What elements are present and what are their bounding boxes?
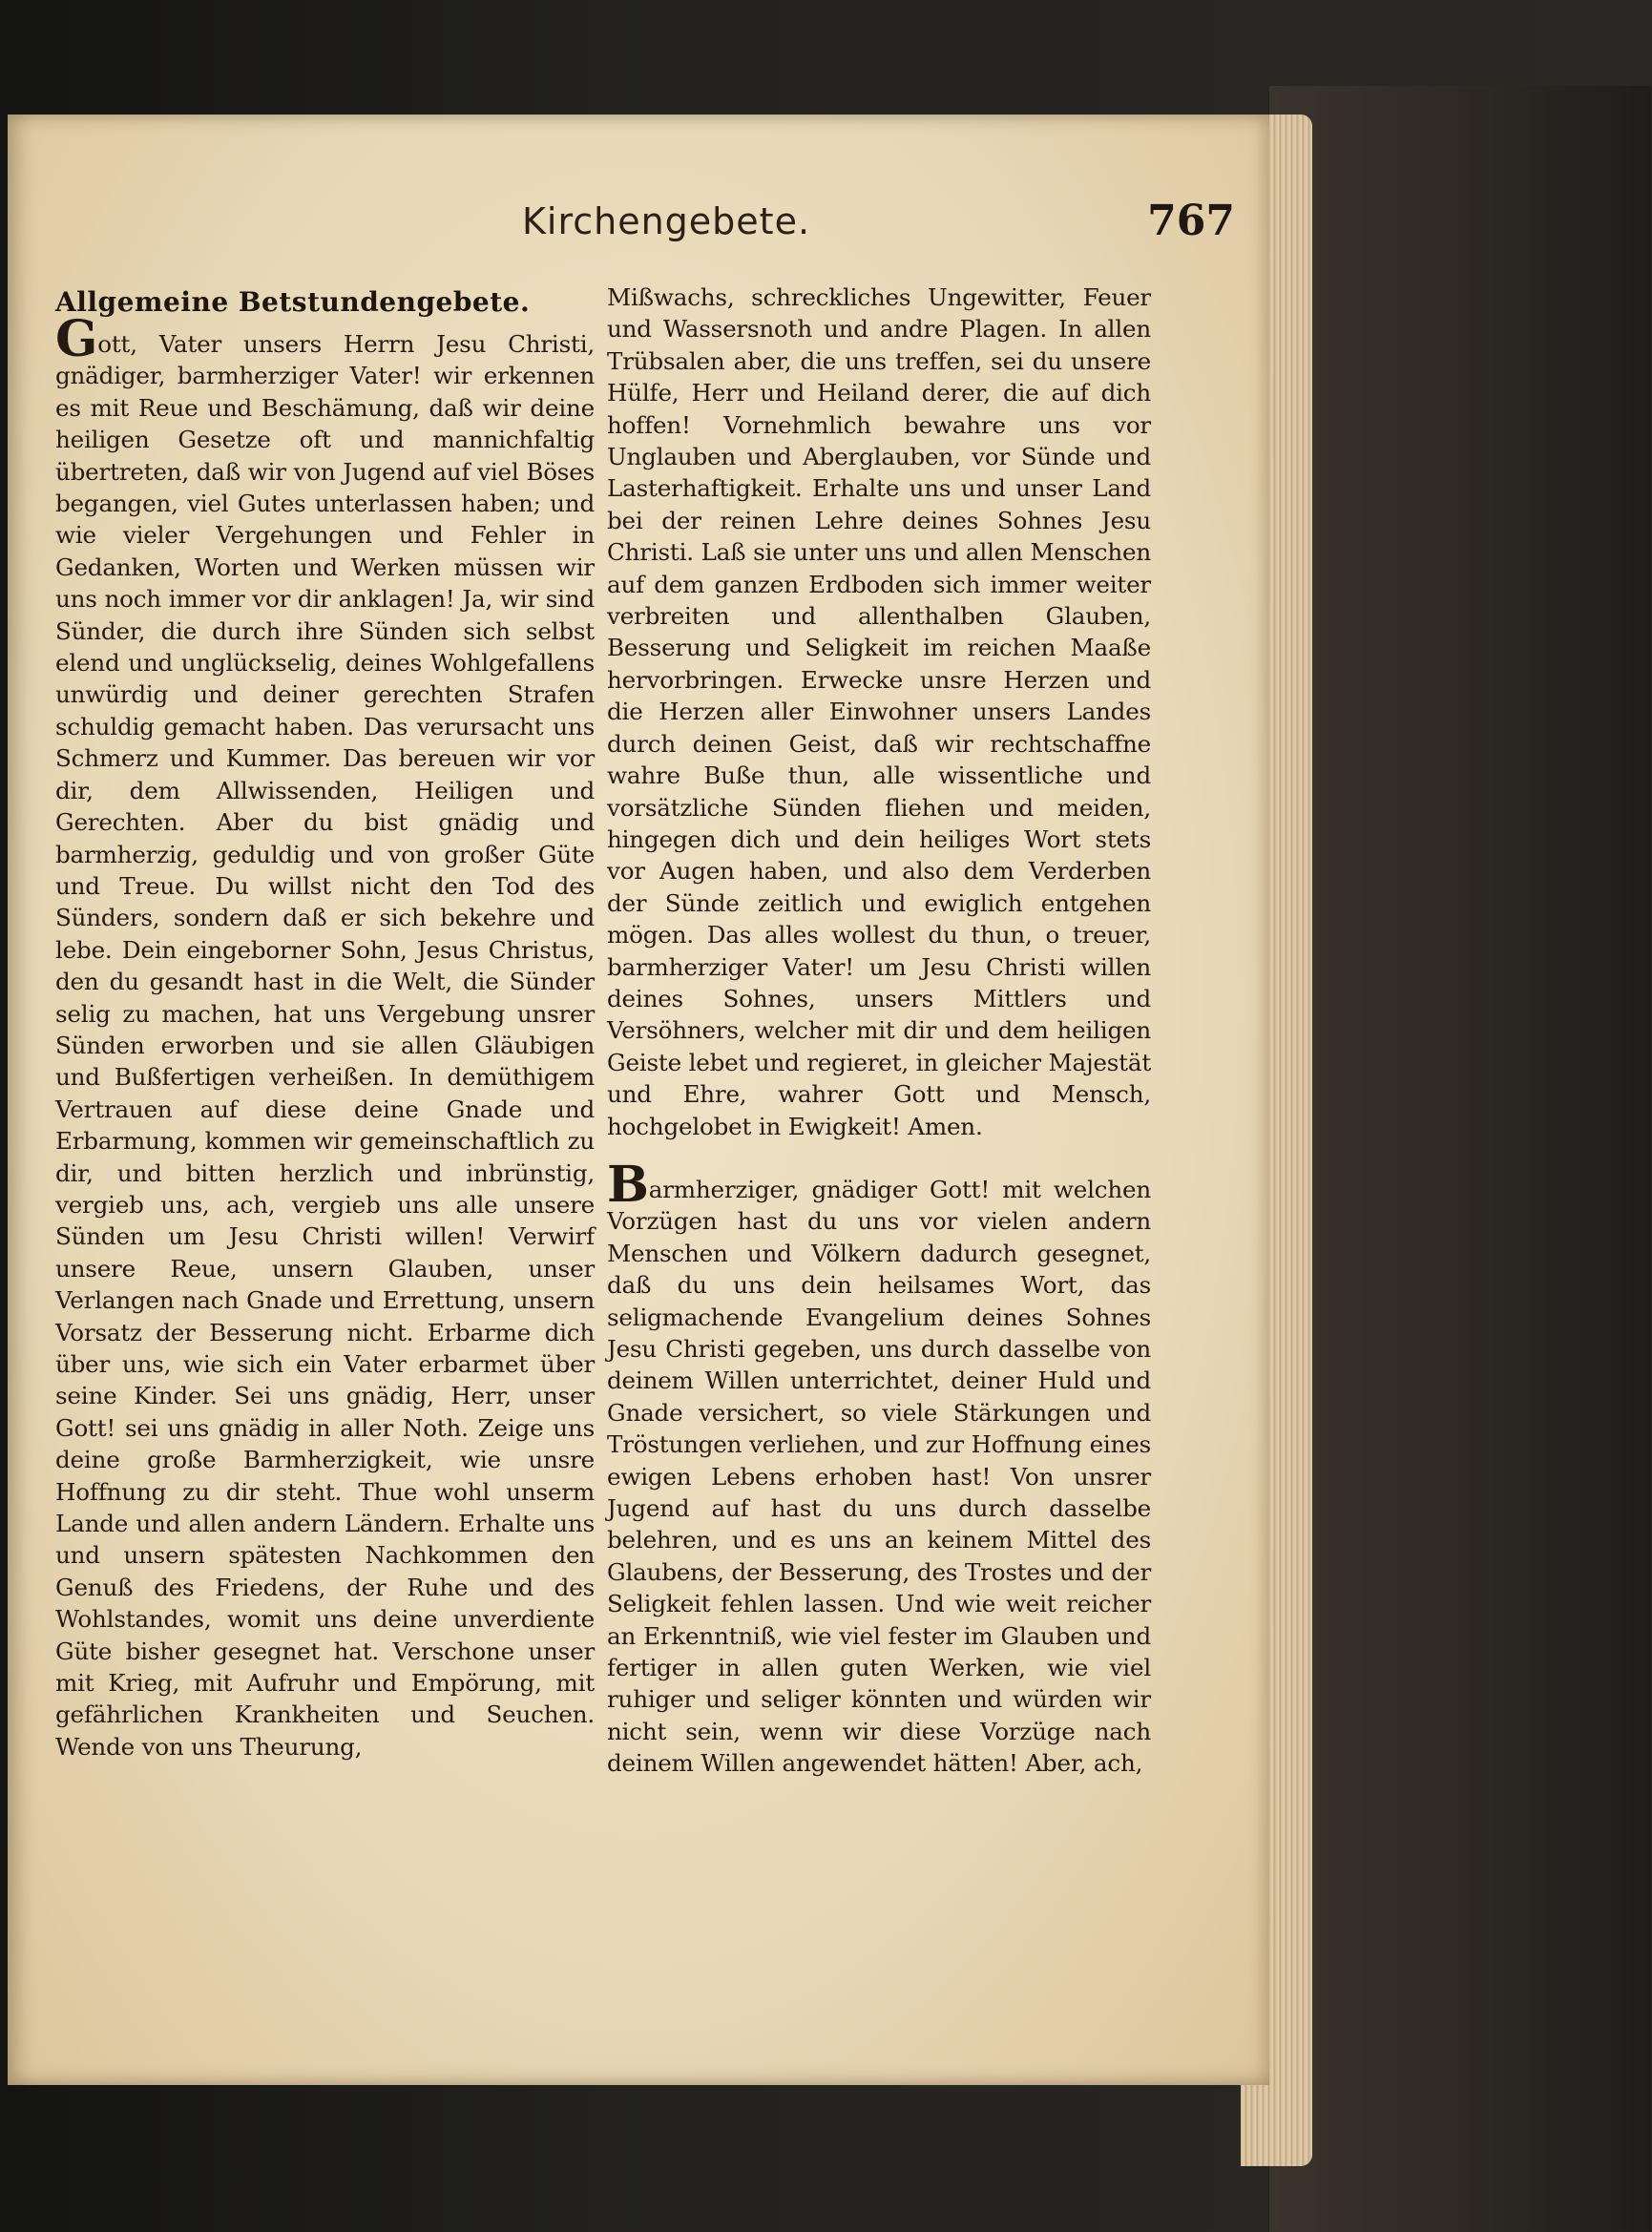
book-cover [1269,86,1651,2232]
page-header [485,197,1248,267]
initial-letter: G [55,310,98,368]
prayer-paragraph-continued [607,282,1151,1142]
right-column [607,282,1151,1780]
initial-letter: B [607,1155,649,1214]
section-heading: Allgemeine Betstundengebete. [55,286,531,318]
page-number: 767 [1147,197,1235,245]
prayer-paragraph-1 [55,310,595,1763]
book-page [8,115,1269,2085]
running-head: Kirchengebete. [521,200,811,242]
prayer-paragraph-2 [607,1155,1151,1780]
paragraph-text: armherziger, gnädiger Gott! mit welchen Vorzügen hast du uns vor vielen andern Menschen und Völkern dadurch gesegnet, daß du uns dein heilsames Wort, das seligmachende Evangelium deines Sohnes Jesu Christi gegeben, uns durch dasselbe von deinem Willen unterrichtet, deiner Huld und Gnade versichert, so viele Stärkungen und Tröstungen verliehen, und zur Hoffnung eines ewigen Lebens erhoben hast! Von unsrer Jugend auf hast du uns durch dasselbe belehren, und es uns an keinem Mittel des Glaubens, der Besserung, des Trostes und der Seligkeit fehlen lassen. Und wie weit reicher an Erkenntniß, wie viel fester im Glauben und fertiger in allen guten Werken, wie viel ruhiger und seliger könnten und würden wir nicht sein, wenn wir diese Vorzüge nach deinem Willen angewendet hätten! Aber, ach, [607,1175,1151,1778]
paragraph-text: Mißwachs, schreckliches Ungewitter, Feuer und Wassersnoth und andre Plagen. In allen Trübsalen aber, die uns treffen, sei du unsere Hülfe, Herr und Heiland derer, die auf dich hoffen! Vornehmlich bewahre uns vor Unglauben und Aberglauben, vor Sünde und Lasterhaftigkeit. Erhalte uns und unser Land bei der reinen Lehre deines Sohnes Jesu Christi. Laß sie unter uns und allen Menschen auf dem ganzen Erdboden sich immer weiter verbreiten und allenthalben Glauben, Besserung und Seligkeit im reichen Maaße hervorbringen. Erwecke unsre Herzen und die Herzen aller Einwohner unsers Landes durch deinen Geist, daß wir rechtschaffne wahre Buße thun, alle wissentliche und vorsätzliche Sünden fliehen und meiden, hingegen dich und dein heiliges Wort stets vor Augen haben, und also dem Verderben der Sünde zeitlich und ewiglich entgehen mögen. Das alles wollest du thun, o treuer, barmherziger Vater! um Jesu Christi willen deines Sohnes, unsers Mittlers und Versöhners, welcher mit dir und dem heiligen Geiste lebet und regieret, in gleicher Majestät und Ehre, wahrer Gott und Mensch, hochgelobet in Ewigkeit! Amen. [607,283,1151,1140]
left-column [55,282,595,1763]
paragraph-text: ott, Vater unsers Herrn Jesu Christi, gnädiger, barmherziger Vater! wir erkennen es mit Reue und Beschämung, daß wir deine heiligen Gesetze oft und mannichfaltig übertreten, daß wir von Jugend auf viel Böses begangen, viel Gutes unterlassen haben; und wie vieler Vergehungen und Fehler in Gedanken, Worten und Werken müssen wir uns noch immer vor dir anklagen! Ja, wir sind Sünder, die durch ihre Sünden sich selbst elend und unglückselig, deines Wohlgefallens unwürdig und deiner gerechten Strafen schuldig gemacht haben. Das verursacht uns Schmerz und Kummer. Das bereuen wir vor dir, dem Allwissenden, Heiligen und Gerechten. Aber du bist gnädig und barmherzig, geduldig und von großer Güte und Treue. Du willst nicht den Tod des Sünders, sondern daß er sich bekehre und lebe. Dein eingeborner Sohn, Jesus Christus, den du gesandt hast in die Welt, die Sünder selig zu machen, hat uns Vergebung unsrer Sünden erworben und sie allen Gläubigen und Bußfertigen verheißen. In demüthigem Vertrauen auf diese deine Gnade und Erbarmung, kommen wir gemeinschaftlich zu dir, und bitten herzlich und inbrünstig, vergieb uns, ach, vergieb uns alle unsere Sünden um Jesu Christi willen! Verwirf unsere Reue, unsern Glauben, unser Verlangen nach Gnade und Errettung, unsern Vorsatz der Besserung nicht. Erbarme dich über uns, wie sich ein Vater erbarmet über seine Kinder. Sei uns gnädig, Herr, unser Gott! sei uns gnädig in aller Noth. Zeige uns deine große Barmherzigkeit, wie unsre Hoffnung zu dir steht. Thue wohl unserm Lande und allen andern Ländern. Erhalte uns und unsern spätesten Nachkommen den Genuß des Friedens, der Ruhe und des Wohlstandes, womit uns deine unverdiente Güte bisher gesegnet hat. Verschone unser mit Krieg, mit Aufruhr und Empörung, mit gefährlichen Krankheiten und Seuchen. Wende von uns Theurung, [55,330,595,1761]
